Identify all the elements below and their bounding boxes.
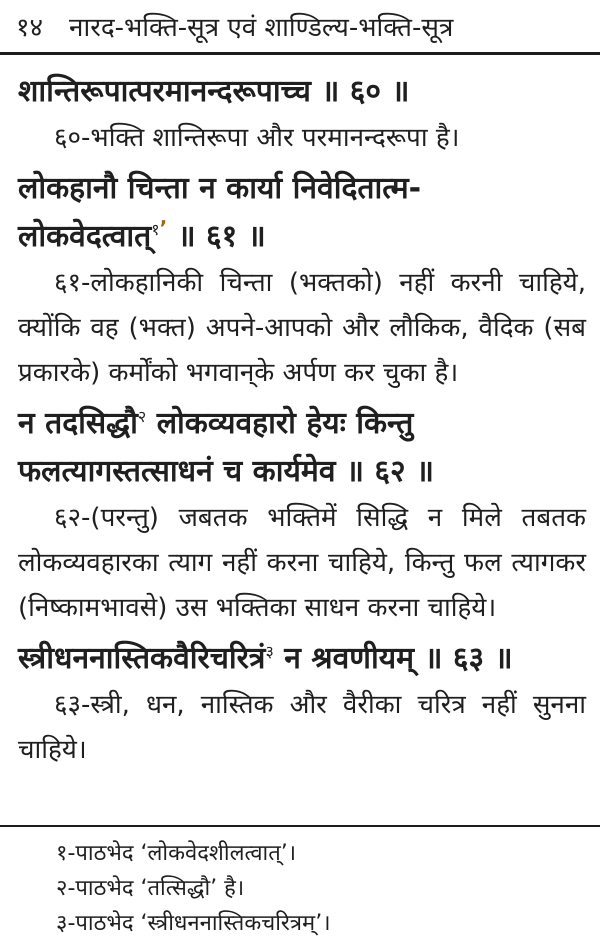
text-body xyxy=(18,68,586,777)
sutra-62-text-b: लोकव्यवहारो हेयः किन्तु xyxy=(146,406,414,441)
footnote-ref-3: ३ xyxy=(265,642,274,661)
footnote-ref-2: २ xyxy=(137,407,147,426)
sutra-63 xyxy=(18,635,586,683)
header-rule xyxy=(0,52,600,55)
footnote-2: २-पाठभेद ‘तत्सिद्धौ’ है। xyxy=(56,876,245,901)
gloss-62: ६२-(परन्तु) जबतक भक्तिमें सिद्धि न मिले तबतक लोकव्यवहारका त्याग नहीं करना चाहिये, किन्तु फल त्यागकर (निष्कामभावसे) उस भक्तिका साधन करना चाहिये। xyxy=(18,503,586,623)
sutra-62-text-a: न तदसिद्धौ xyxy=(18,406,138,441)
page-number: १४ xyxy=(16,13,44,43)
gloss-61: ६१-लोकहानिकी चिन्ता (भक्तको) नहीं करनी चाहिये, क्योंकि वह (भक्त) अपने-आपको और लौकिक, वैदिक (सब प्रकारके) कर्मोंको भगवान्‌के अर्पण कर चुका है। xyxy=(18,268,586,388)
sutra-62-line-1 xyxy=(18,400,586,448)
sutra-61-line-1: लोकहानौ चिन्ता न कार्या निवेदितात्म- xyxy=(18,171,422,206)
footnotes xyxy=(56,836,586,941)
footnote-1: १-पाठभेद ‘लोकवेदशीलत्वात्’। xyxy=(56,841,297,866)
gloss-60: ६०-भक्ति शान्तिरूपा और परमानन्दरूपा है। xyxy=(54,123,460,153)
sutra-60: शान्तिरूपात्परमानन्दरूपाच्च ॥ ६० ॥ xyxy=(18,74,410,109)
sutra-61-text: लोकवेदत्वात् xyxy=(18,219,152,254)
gloss-63: ६३-स्त्री, धन, नास्तिक और वैरीका चरित्र नहीं सुनना चाहिये। xyxy=(18,690,586,765)
running-header xyxy=(16,8,584,48)
footnote-3: ३-पाठभेद ‘स्त्रीधननास्तिकचरित्रम्’। xyxy=(56,911,331,936)
sutra-63-text-b: न श्रवणीयम् ॥ ६३ ॥ xyxy=(273,641,513,676)
pencil-mark-icon: ʼ xyxy=(159,216,168,240)
sutra-63-text-a: स्त्रीधननास्तिकवैरिचरित्रं xyxy=(18,641,266,676)
sutra-61-number: ॥ ६१ ॥ xyxy=(167,219,266,254)
footnote-rule xyxy=(0,825,600,827)
sutra-61-line-2 xyxy=(18,213,586,261)
footnote-ref-1: १ xyxy=(151,220,160,239)
sutra-62-line-2: फलत्यागस्तत्साधनं च कार्यमेव ॥ ६२ ॥ xyxy=(18,454,434,489)
running-title: नारद-भक्ति-सूत्र एवं शाण्डिल्य-भक्ति-सूत्र xyxy=(69,13,454,43)
